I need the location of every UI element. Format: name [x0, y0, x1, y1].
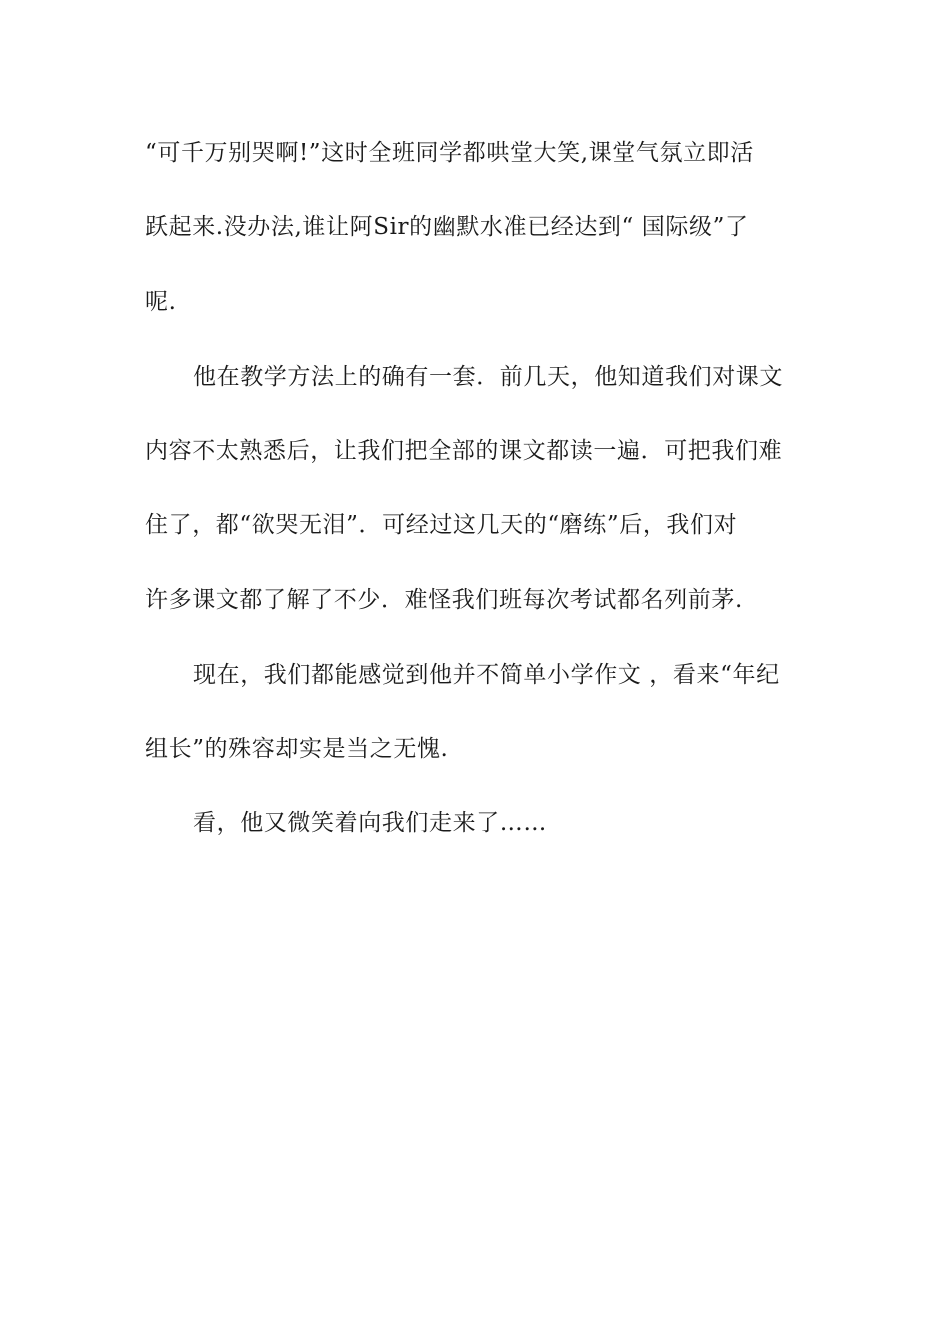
paragraph-line: 看，他又微笑着向我们走来了……	[193, 810, 547, 836]
paragraph-line: 许多课文都了解了不少．难怪我们班每次考试都名列前茅.	[145, 587, 743, 613]
paragraph-line: 他在教学方法上的确有一套．前几天，他知道我们对课文	[193, 364, 783, 390]
paragraph-line: 现在，我们都能感觉到他并不简单小学作文 ，看来“年纪	[193, 662, 780, 688]
paragraph-line: 住了，都“欲哭无泪”．可经过这几天的“磨练”后，我们对	[145, 512, 738, 538]
paragraph-line: 组长”的殊容却实是当之无愧.	[145, 736, 449, 762]
paragraph-line: 呢.	[145, 289, 177, 315]
paragraph-line: “可千万别哭啊!”这时全班同学都哄堂大笑,课堂气氛立即活	[145, 140, 754, 166]
paragraph-line: 内容不太熟悉后，让我们把全部的课文都读一遍．可把我们难	[145, 438, 783, 464]
paragraph-line: 跃起来.没办法,谁让阿Sir的幽默水准已经达到“ 国际级”了	[145, 214, 749, 240]
